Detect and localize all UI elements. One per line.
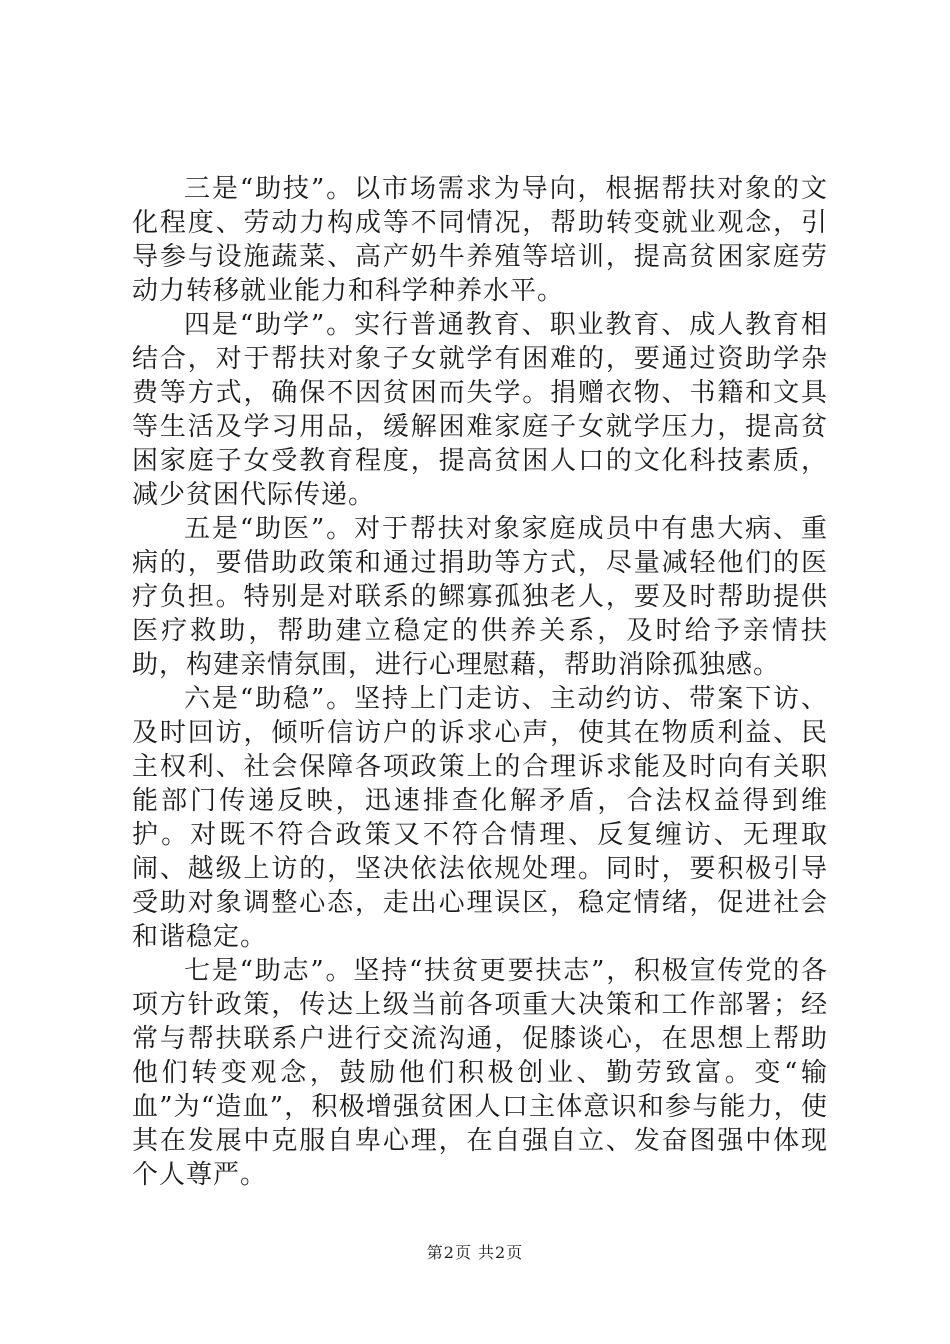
document-body [132, 172, 828, 1192]
paragraph-zhuwen: 六是“助稳”。坚持上门走访、主动约访、带案下访、及时回访，倾听信访户的诉求心声，使其在物质利益、民主权利、社会保障各项政策上的合理诉求能及时向有关职能部门传递反映，迅速排查化解矛盾，合法权益得到维护。对既不符合政策又不符合情理、反复缠访、无理取闹、越级上访的，坚决依法依规处理。同时，要积极引导受助对象调整心态，走出心理误区，稳定情绪，促进社会和谐稳定。 [132, 684, 828, 952]
paragraph-zhuzhi: 七是“助志”。坚持“扶贫更要扶志”，积极宣传党的各项方针政策，传达上级当前各项重大决策和工作部署；经常与帮扶联系户进行交流沟通，促膝谈心，在思想上帮助他们转变观念，鼓励他们积极创业、勤劳致富。变“输血”为“造血”，积极增强贫困人口主体意识和参与能力，使其在发展中克服自卑心理，在自强自立、发奋图强中体现个人尊严。 [132, 956, 828, 1190]
paragraph-zhuxue: 四是“助学”。实行普通教育、职业教育、成人教育相结合，对于帮扶对象子女就学有困难的，要通过资助学杂费等方式，确保不因贫困而失学。捐赠衣物、书籍和文具等生活及学习用品，缓解困难家庭子女就学压力，提高贫困家庭子女受教育程度，提高贫困人口的文化科技素质，减少贫困代际传递。 [132, 310, 828, 510]
paragraph-zhuji: 三是“助技”。以市场需求为导向，根据帮扶对象的文化程度、劳动力构成等不同情况，帮助转变就业观念，引导参与设施蔬菜、高产奶牛养殖等培训，提高贫困家庭劳动力转移就业能力和科学种养水平。 [132, 174, 828, 306]
page-footer: 第2页 共2页 [426, 1243, 524, 1262]
paragraph-zhuyi: 五是“助医”。对于帮扶对象家庭成员中有患大病、重病的，要借助政策和通过捐助等方式，尽量减轻他们的医疗负担。特别是对联系的鳏寡孤独老人，要及时帮助提供医疗救助，帮助建立稳定的供养关系，及时给予亲情扶助，构建亲情氛围，进行心理慰藉，帮助消除孤独感。 [132, 514, 828, 680]
